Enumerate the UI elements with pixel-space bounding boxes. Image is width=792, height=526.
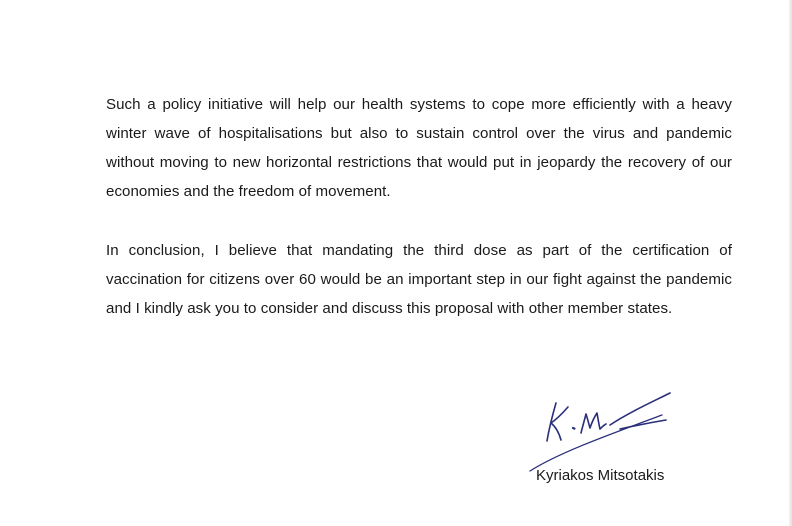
handwritten-signature — [528, 385, 688, 477]
letter-paragraph-1: Such a policy initiative will help our health systems to cope more efficiently with a heavy winter wave of hospitalisations but also to sustain control over the virus and pandemic without moving to new horizontal restrictions that would put in jeopardy the recovery of our economies and the freedom of movement. — [106, 96, 732, 200]
signatory-name: Kyriakos Mitsotakis — [536, 467, 665, 484]
letter-paragraph-2: In conclusion, I believe that mandating the third dose as part of the certification of vaccination for citizens over 60 would be an important step in our fight against the pandemic and I kindly ask you to consider and discuss this proposal with other member states. — [106, 242, 732, 317]
